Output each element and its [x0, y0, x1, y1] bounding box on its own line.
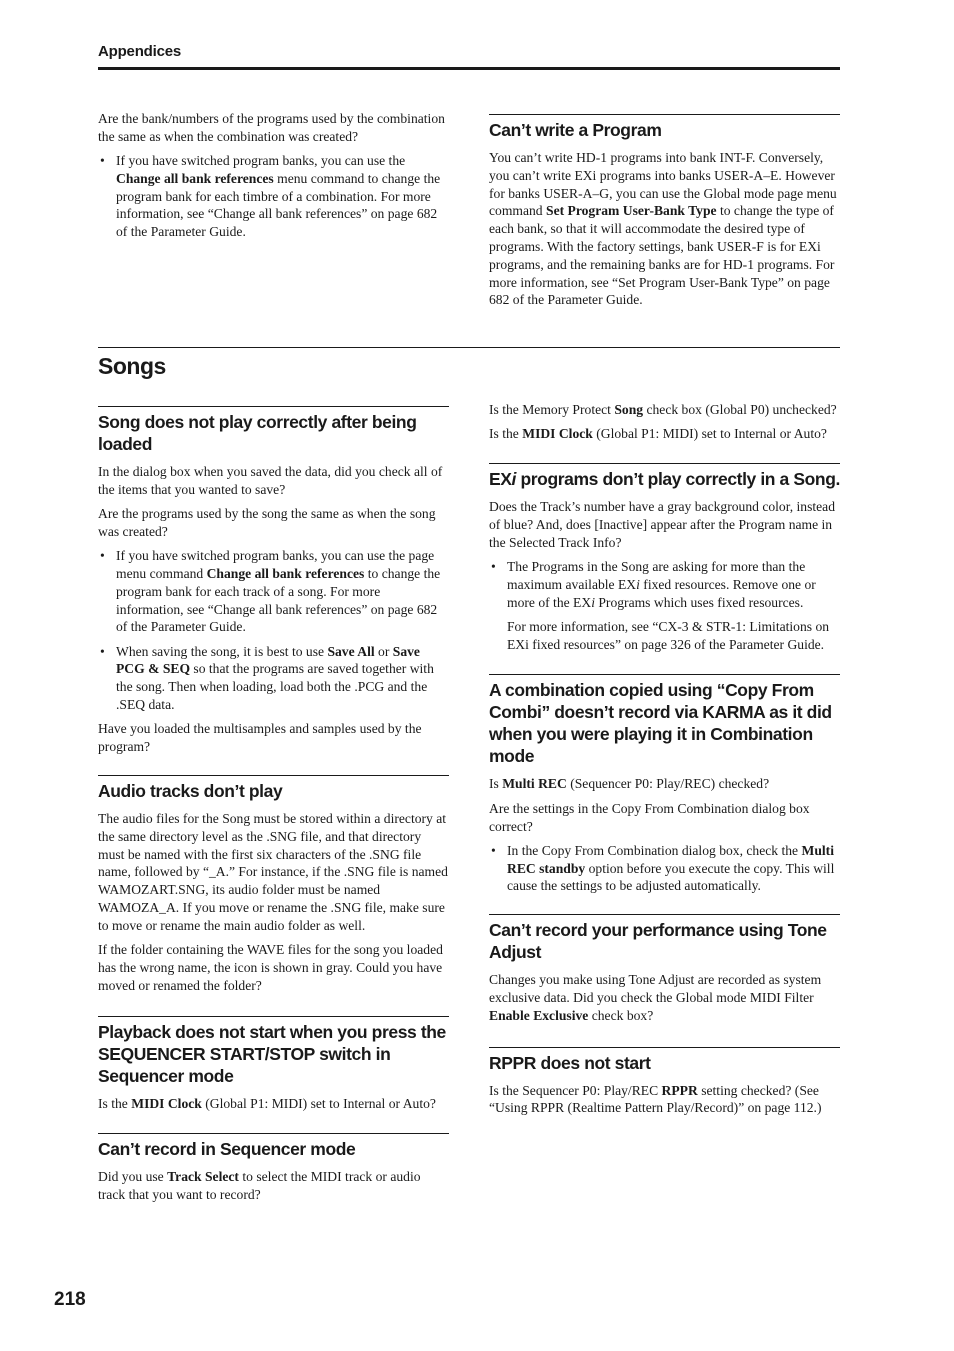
top-left-column [98, 110, 448, 248]
section-heading-rppr: RPPR does not start [489, 1047, 840, 1074]
bullet-item: • In the Copy From Combination dialog box, check the Multi REC standby option before you execute the copy. This will cause the settings to be adjusted automatically. [489, 842, 840, 895]
header-rule [98, 67, 840, 70]
section-heading-exi-programs: EXi programs don’t play correctly in a Song. [489, 463, 840, 490]
cant-write-program-text: You can’t write HD-1 programs into bank INT-F. Conversely, you can’t write EXi programs into banks USER-A–E. However for banks USER-A–G, you can use the Global mode page menu command Set Program User-Bank Type to change the type of each bank, so that it will accommodate the desired type of programs. With the factory settings, bank USER-F is for EXi programs, and the remaining banks are for HD-1 programs. For more information, see “Set Program User-Bank Type” on page 682 of the Parameter Guide. [489, 150, 837, 308]
top-right-column [489, 114, 840, 316]
paragraph: Is the MIDI Clock (Global P1: MIDI) set to Internal or Auto? [489, 426, 827, 442]
running-header: Appendices [98, 43, 182, 60]
page-number: 218 [54, 1289, 86, 1310]
section-heading-copy-from-combi: A combination copied using “Copy From Combi” doesn’t record via KARMA as it did when you were playing it in Combination mode [489, 674, 840, 767]
bullet-item: • The Programs in the Song are asking for more than the maximum available EXi fixed resources. Remove one or more of the EXi Programs which uses fixed resources. [489, 558, 840, 611]
intro-question: Are the bank/numbers of the programs used by the combination the same as when the combination was created? [98, 111, 445, 144]
section-heading-playback-not-start: Playback does not start when you press the SEQUENCER START/STOP switch in Sequencer mode [98, 1016, 449, 1087]
bullet-list [98, 152, 448, 241]
paragraph: Is the Sequencer P0: Play/REC RPPR setting checked? (See “Using RPPR (Realtime Pattern Play/Record)” on page 112.) [489, 1082, 822, 1116]
paragraph: Does the Track’s number have a gray background color, instead of blue? And, does [Inactive] appear after the Program name in the Selected Track Info? [489, 499, 836, 550]
section-heading-song-not-play: Song does not play correctly after being loaded [98, 406, 449, 455]
bullet-item: • When saving the song, it is best to use Save All or Save PCG & SEQ so that the programs are saved together with the song. Then when loading, load both the .PCG and the .SEQ data. [98, 643, 449, 714]
paragraph: Is Multi REC (Sequencer P0: Play/REC) checked? [489, 776, 770, 792]
paragraph: Is the MIDI Clock (Global P1: MIDI) set to Internal or Auto? [98, 1096, 436, 1112]
section-heading-tone-adjust: Can’t record your performance using Tone Adjust [489, 914, 840, 963]
section-heading-audio-tracks: Audio tracks don’t play [98, 775, 449, 802]
bullet-item: • If you have switched program banks, you can use the Change all bank references menu command to change the program bank for each timbre of a combination. For more information, see “Change all bank references” on page 682 of the Parameter Guide. [98, 152, 448, 241]
paragraph: Are the settings in the Copy From Combination dialog box correct? [489, 800, 810, 834]
paragraph: The audio files for the Song must be stored within a directory at the same directory level as the .SNG file, and that directory must be named with the first six characters of the .SNG file name, followed by “_A.” For instance, if the .SNG file is named WAMOZART.SNG, its audio folder must be named WAMOZA_A. If you move or rename the .SNG file, make sure to move or rename the main audio folder as well. [98, 810, 448, 933]
paragraph: In the dialog box when you saved the data, did you check all of the items that you wanted to save? [98, 464, 443, 497]
bullet-list [489, 558, 840, 611]
paragraph: Have you loaded the multisamples and samples used by the program? [98, 721, 422, 755]
bullet-list [489, 842, 840, 895]
songs-left-column [98, 406, 449, 1210]
paragraph: Changes you make using Tone Adjust are recorded as system exclusive data. Did you check the Global mode MIDI Filter Enable Exclusive check box? [489, 972, 822, 1023]
songs-rule [98, 347, 840, 348]
section-heading-cant-write-program: Can’t write a Program [489, 114, 840, 141]
bullet-item: • If you have switched program banks, you can use the page menu command Change all bank references to change the program bank for each track of a song. For more information, see “Change all bank references” on page 682 of the Parameter Guide. [98, 547, 449, 636]
paragraph: Are the programs used by the song the same as when the song was created? [98, 506, 436, 539]
paragraph: For more information, see “CX-3 & STR-1: Limitations on EXi fixed resources” on page 326 of the Parameter Guide. [507, 618, 830, 652]
paragraph: Did you use Track Select to select the MIDI track or audio track that you want to record? [98, 1169, 421, 1203]
bullet-list [98, 547, 449, 714]
section-heading-cant-record-sequencer: Can’t record in Sequencer mode [98, 1133, 449, 1160]
chapter-title-songs: Songs [98, 353, 166, 379]
songs-right-column [489, 401, 840, 1124]
paragraph: Is the Memory Protect Song check box (Global P0) unchecked? [489, 402, 837, 417]
paragraph: If the folder containing the WAVE files for the song you loaded has the wrong name, the icon is shown in gray. Could you have moved or renamed the folder? [98, 942, 443, 993]
